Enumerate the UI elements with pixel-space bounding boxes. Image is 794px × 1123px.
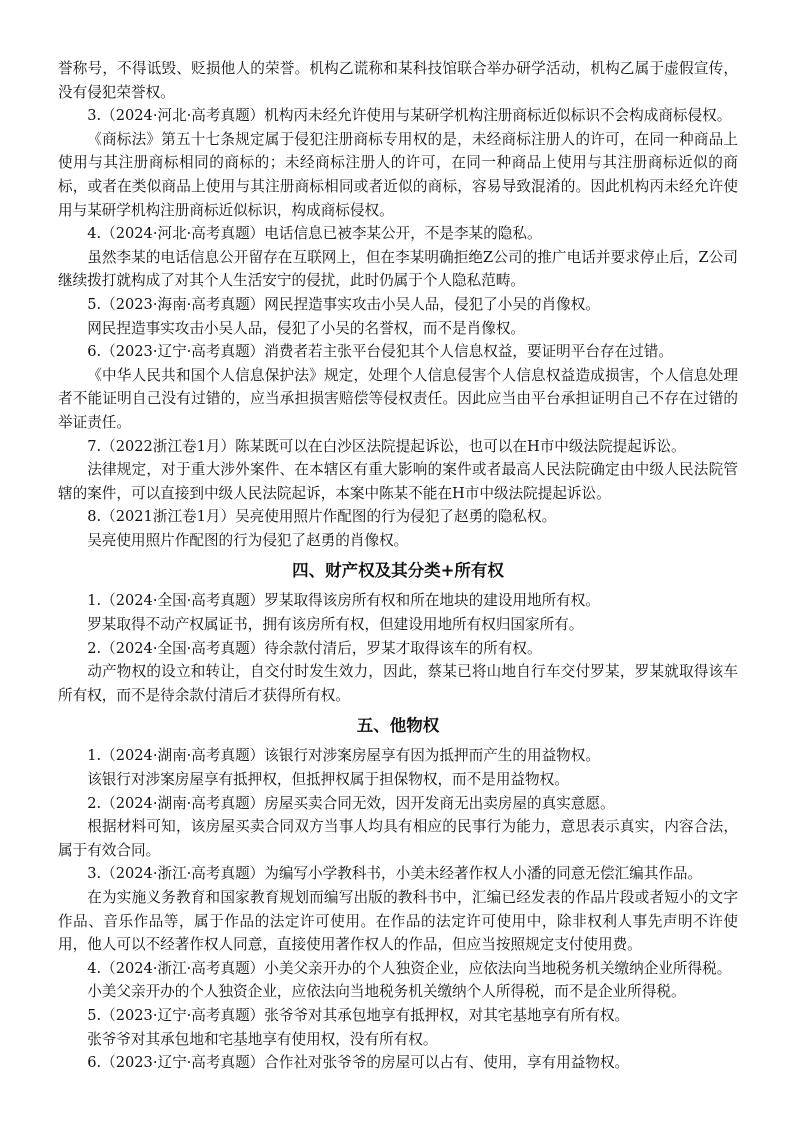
explanation-paragraph: 罗某取得不动产权属证书，拥有该房所有权，但建设用地所有权归国家所有。 [87, 616, 584, 634]
explanation-paragraph: 张爷爷对其承包地和宅基地享有使用权，没有所有权。 [87, 1030, 438, 1048]
document-page [58, 57, 738, 1075]
question-item: 1.（2024·全国·高考真题）罗某取得该房所有权和所在地块的建设用地所有权。 [87, 592, 600, 610]
question-item: 2.（2024·湖南·高考真题）房屋买卖合同无效，因开发商无出卖房屋的真实意愿。 [87, 794, 615, 812]
section-heading: 四、财产权及其分类+所有权 [292, 561, 504, 581]
question-item: 2.（2024·全国·高考真题）待余款付清后，罗某才取得该车的所有权。 [87, 639, 542, 657]
question-item: 8.（2021浙江卷1月）吴亮使用照片作配图的行为侵犯了赵勇的隐私权。 [87, 508, 557, 526]
explanation-paragraph: 该银行对涉案房屋享有抵押权，但抵押权属于担保物权，而不是用益物权。 [87, 771, 569, 789]
explanation-paragraph: 《商标法》第五十七条规定属于侵犯注册商标专用权的是，未经商标注册人的许可，在同一种商品上使用与其注册商标相同的商标的；未经商标注册人的许可，在同一种商品上使用与其注册商标近似的商标，或者在类似商品上使用与其注册商标相同或者近似的商标，容易导致混淆的。因此机构丙未经允许使用与某研学机构注册商标近似标识，构成商标侵权。 [58, 130, 738, 219]
question-item: 6.（2023·辽宁·高考真题）合作社对张爷爷的房屋可以占有、使用，享有用益物权。 [87, 1054, 630, 1072]
question-item: 3.（2024·河北·高考真题）机构丙未经允许使用与某研学机构注册商标近似标识不会构成商标侵权。 [87, 107, 732, 125]
question-item: 4.（2024·浙江·高考真题）小美父亲开办的个人独资企业，应依法向当地税务机关缴纳企业所得税。 [87, 959, 732, 977]
question-item: 5.（2023·辽宁·高考真题）张爷爷对其承包地享有抵押权，对其宅基地享有所有权。 [87, 1006, 630, 1024]
explanation-paragraph: 《中华人民共和国个人信息保护法》规定，处理个人信息侵害个人信息权益造成损害，个人信息处理者不能证明自己没有过错的，应当承担损害赔偿等侵权责任。因此应当由平台承担证明自己不存在过错的举证责任。 [58, 366, 738, 431]
question-item: 4.（2024·河北·高考真题）电话信息已被李某公开，不是李某的隐私。 [87, 225, 542, 243]
explanation-paragraph: 在为实施义务教育和国家教育规划而编写出版的教科书中，汇编已经发表的作品片段或者短小的文字作品、音乐作品等，属于作品的法定许可使用。在作品的法定许可使用中，除非权利人事先声明不许使用，他人可以不经著作权人同意，直接使用著作权人的作品，但应当按照规定支付使用费。 [58, 889, 738, 954]
question-item: 6.（2023·辽宁·高考真题）消费者若主张平台侵犯其个人信息权益，要证明平台存在过错。 [87, 343, 673, 361]
question-item: 5.（2023·海南·高考真题）网民捏造事实攻击小吴人品，侵犯了小吴的肖像权。 [87, 295, 600, 313]
question-item: 7.（2022浙江卷1月）陈某既可以在白沙区法院提起诉讼，也可以在H市中级法院提起诉讼。 [87, 437, 686, 455]
section-heading: 五、他物权 [356, 716, 440, 736]
explanation-paragraph: 根据材料可知，该房屋买卖合同双方当事人均具有相应的民事行为能力，意思表示真实，内容合法，属于有效合同。 [58, 818, 738, 859]
explanation-paragraph: 法律规定，对于重大涉外案件、在本辖区有重大影响的案件或者最高人民法院确定由中级人民法院管辖的案件，可以直接到中级人民法院起诉，本案中陈某不能在H市中级法院提起诉讼。 [58, 461, 738, 502]
explanation-paragraph: 网民捏造事实攻击小吴人品，侵犯了小吴的名誉权，而不是肖像权。 [87, 319, 526, 337]
question-item: 3.（2024·浙江·高考真题）为编写小学教科书，小美未经著作权人小潘的同意无偿汇编其作品。 [87, 865, 703, 883]
explanation-paragraph: 誉称号，不得诋毁、贬损他人的荣誉。机构乙谎称和某科技馆联合举办研学活动，机构乙属于虚假宣传，没有侵犯荣誉权。 [58, 60, 738, 101]
explanation-paragraph: 虽然李某的电话信息公开留存在互联网上，但在李某明确拒绝Z公司的推广电话并要求停止后，Z公司继续拨打就构成了对其个人生活安宁的侵扰，此时仍属于个人隐私范畴。 [58, 248, 738, 290]
question-item: 1.（2024·湖南·高考真题）该银行对涉案房屋享有因为抵押而产生的用益物权。 [87, 747, 600, 765]
explanation-paragraph: 吴亮使用照片作配图的行为侵犯了赵勇的肖像权。 [87, 531, 409, 549]
explanation-paragraph: 小美父亲开办的个人独资企业，应依法向当地税务机关缴纳个人所得税，而不是企业所得税。 [87, 983, 686, 1001]
explanation-paragraph: 动产物权的设立和转让，自交付时发生效力，因此，蔡某已将山地自行车交付罗某，罗某就取得该车所有权，而不是待余款付清后才获得所有权。 [58, 663, 738, 704]
